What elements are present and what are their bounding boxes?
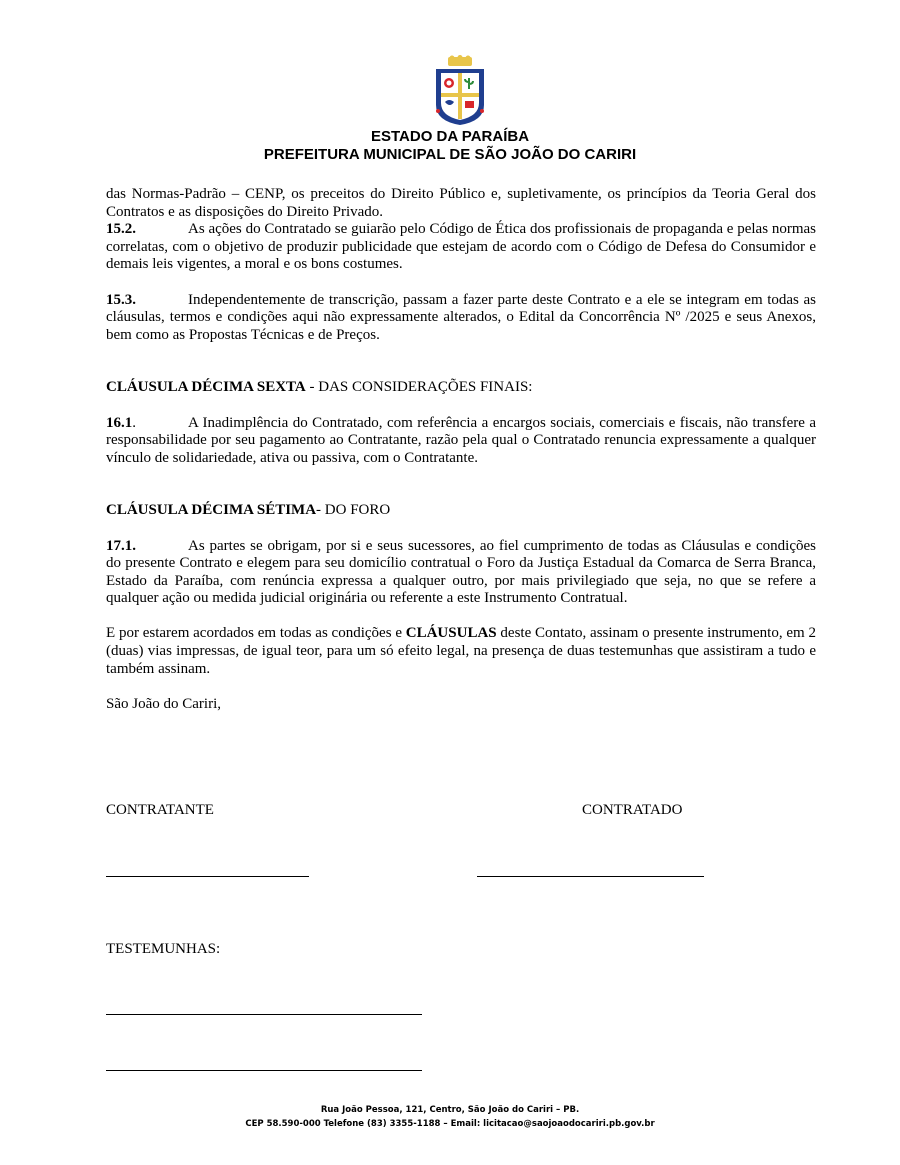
witness-2-signature-line [106,1070,422,1071]
contratado-label: CONTRATADO [582,802,683,818]
testemunhas-label: TESTEMUNHAS: [106,941,221,957]
clause-16-1-text: A Inadimplência do Contratado, com referência a encargos sociais, comerciais e fiscais, não transfere a responsabilidade por seu pagamento ao Contratante, razão pela qual o Contratado renuncia expressamente a qualquer vínculo de solidariedade, ativa ou passiva, com o Contratante. [106,414,816,466]
closing-paragraph [106,625,816,678]
header-municipality-title: PREFEITURA MUNICIPAL DE SÃO JOÃO DO CARIRI [263,146,637,163]
clause-15-2-text: As ações do Contratado se guiarão pelo Código de Ética dos profissionais de propaganda e pelas normas correlatas, com o objetivo de produzir publicidade que estejam de acordo com o Código de Defesa do Consumidor e demais leis vigentes, a moral e os bons costumes. [106,221,816,273]
closing-text-a: E por estarem acordados em todas as condições e [106,625,406,642]
clause-15-3-number: 15.3. [106,291,136,308]
contratado-signature-line [477,876,704,877]
clause-16-1-number: 16.1 [106,414,133,431]
clause-15-3 [106,292,816,345]
clause-17-heading-rest: - DO FORO [316,502,391,519]
witness-1-signature-line [106,1014,422,1015]
clause-16-heading-bold: CLÁUSULA DÉCIMA SEXTA [106,379,306,396]
clause-16-heading-rest: - DAS CONSIDERAÇÕES FINAIS: [305,379,533,396]
clause-17-1-number: 17.1. [106,537,136,554]
clause-16-heading [106,379,816,397]
clause-15-2 [106,221,816,274]
clause-17-1 [106,538,816,608]
footer-address: Rua João Pessoa, 121, Centro, São João do Cariri – PB. [320,1105,580,1115]
closing-text-bold: CLÁUSULAS [405,625,497,642]
clause-15-3-text: Independentemente de transcrição, passam a fazer parte deste Contrato e a ele se integram em todas as cláusulas, termos e condições aqui não expressamente alterados, o Edital da Concorrência Nº /2025 e seus Anexos, bem como as Propostas Técnicas e de Preços. [106,291,816,343]
footer-contact: CEP 58.590-000 Telefone (83) 3355-1188 – Email: licitacao@saojoaodocariri.pb.gov.br [245,1119,655,1129]
clause-17-1-text: As partes se obrigam, por si e seus sucessores, ao fiel cumprimento de todas as Cláusulas e condições do presente Contrato e elegem para seu domicílio contratual o Foro da Justiça Estadual da Comarca de Serra Branca, Estado da Paraíba, com renúncia expressa a qualquer outro, por mais privilegiado que seja, no que se refere a qualquer ação ou medida judicial originária ou referente a este Instrumento Contratual. [106,537,816,607]
contratante-signature-line [106,876,309,877]
contratante-label: CONTRATANTE [106,802,214,818]
paragraph-continuation: das Normas-Padrão – CENP, os preceitos do Direito Público e, supletivamente, os princípios da Teoria Geral dos Contratos e as disposições do Direito Privado. [106,186,816,220]
closing-text-c: deste Contato, assinam o presente instrumento, em 2 (duas) vias impressas, de igual teor, para um só efeito legal, na presença de duas testemunhas que assistiram a tudo e também assinam. [106,625,816,677]
clause-17-heading [106,502,816,520]
contract-body [106,186,816,713]
municipal-crest-icon [432,55,488,127]
clause-17-heading-bold: CLÁUSULA DÉCIMA SÉTIMA [106,502,317,519]
clause-15-2-number: 15.2. [106,221,136,238]
place-and-date: São João do Cariri, [106,695,221,712]
header-state-title: ESTADO DA PARAÍBA [370,128,530,145]
clause-16-1-dot: . [132,414,136,431]
clause-16-1 [106,415,816,468]
